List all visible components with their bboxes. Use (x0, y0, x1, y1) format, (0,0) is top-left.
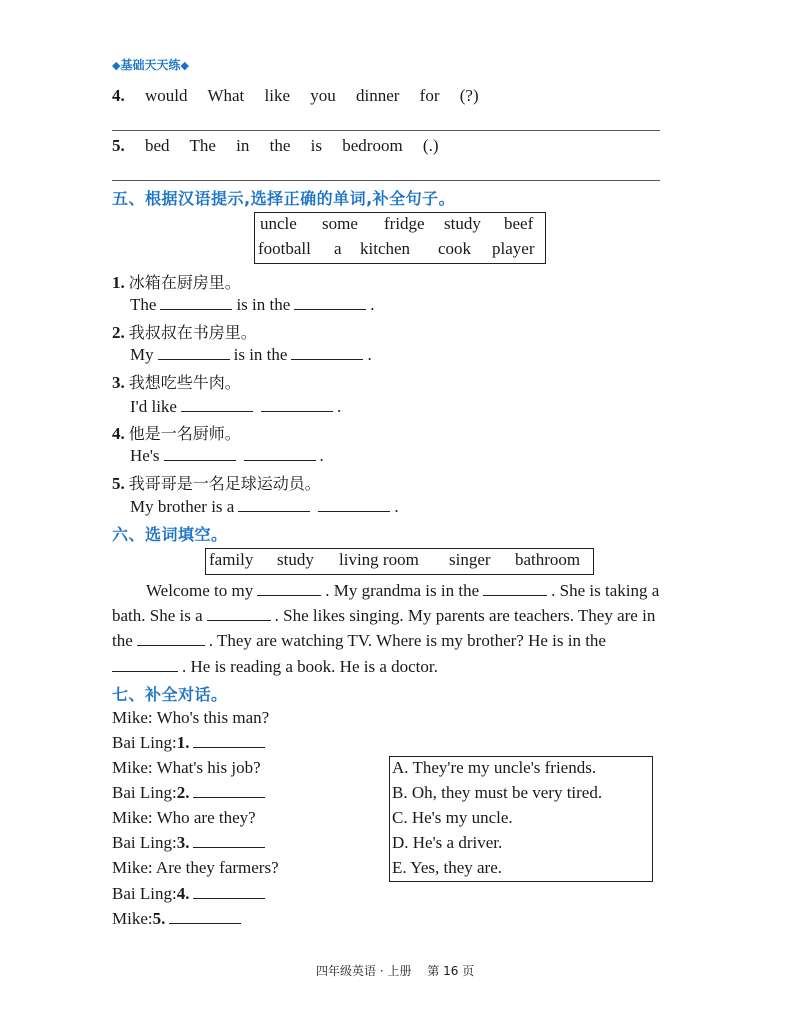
item-number: 4. (112, 86, 125, 105)
word-bank-word: a (334, 239, 342, 258)
dialog-line: Mike: Who are they? (112, 808, 256, 827)
word-bank-word: kitchen (360, 239, 411, 258)
speaker: Bai Ling: (112, 833, 177, 852)
option-a: A. They're my uncle's friends. (392, 758, 597, 777)
speaker: Bai Ling: (112, 733, 177, 752)
blank-input[interactable] (483, 581, 547, 596)
option-e: E. Yes, they are. (392, 858, 503, 877)
speaker: Mike: (112, 708, 153, 727)
blank-input[interactable] (181, 397, 253, 412)
section5-title: 五、根据汉语提示,选择正确的单词,补全句子。 (112, 189, 456, 208)
diamond-icon: ◆ (112, 60, 121, 72)
blank-input[interactable] (193, 833, 265, 848)
book-title: 四年级英语 · 上册 (316, 964, 412, 978)
item-number: 5. (112, 474, 125, 493)
page-number: 第 16 页 (427, 964, 475, 978)
section-tag (112, 56, 189, 73)
passage-line: the . They are watching TV. Where is my brother? He is in the (112, 631, 606, 650)
chinese-prompt: 冰箱在厨房里。 (128, 273, 241, 292)
word-bank-word: bathroom (515, 550, 581, 569)
fill-item (112, 270, 241, 293)
blank-input[interactable] (137, 631, 205, 646)
blank-input[interactable] (169, 909, 241, 924)
option-d: D. He's a driver. (392, 833, 503, 852)
diamond-icon: ◆ (180, 60, 189, 72)
word-bank-word: some (322, 214, 358, 233)
english-sentence: I'd like . (130, 397, 342, 416)
blank-input[interactable] (261, 397, 333, 412)
passage-line: bath. She is a . She likes singing. My parents are teachers. They are in (112, 606, 656, 625)
item-number: 3. (112, 373, 125, 392)
word-bank-word: cook (438, 239, 472, 258)
blank-input[interactable] (207, 606, 271, 621)
dialog-line: Bai Ling:3. (112, 833, 269, 853)
tag-text: 基础天天练 (120, 58, 181, 72)
dialog-line: Mike:5. (112, 909, 245, 929)
scrambled-words: bed The in the is bedroom (.) (145, 136, 439, 155)
dialog-line: Bai Ling:4. (112, 884, 269, 904)
dialog-line: Bai Ling:1. (112, 733, 269, 753)
speaker: Mike: (112, 909, 153, 928)
reorder-item (112, 136, 439, 156)
blank-input[interactable] (158, 345, 230, 360)
option-c: C. He's my uncle. (392, 808, 513, 827)
fill-item (112, 320, 257, 343)
blank-input[interactable] (164, 446, 236, 461)
word-bank-word: player (492, 239, 535, 258)
blank-input[interactable] (291, 345, 363, 360)
word-bank-word: singer (449, 550, 491, 569)
speaker: Mike: (112, 758, 153, 777)
blank-input[interactable] (244, 446, 316, 461)
word-bank-word: family (209, 550, 254, 569)
speaker: Mike: (112, 858, 153, 877)
english-sentence: My brother is a . (130, 497, 399, 516)
dialog-line: Mike: Are they farmers? (112, 858, 279, 877)
dialog-line: Mike: What's his job? (112, 758, 261, 777)
scrambled-words: would What like you dinner for (?) (145, 86, 479, 105)
page-footer (316, 962, 474, 979)
dialog-line: Bai Ling:2. (112, 783, 269, 803)
passage-line: . He is reading a book. He is a doctor. (112, 657, 438, 677)
word-bank-word: living room (339, 550, 419, 569)
word-bank-word: fridge (384, 214, 425, 233)
english-sentence: The is in the . (130, 295, 375, 314)
fill-item (112, 471, 321, 494)
blank-input[interactable] (318, 497, 390, 512)
word-bank-word: beef (504, 214, 534, 233)
dialog-line: Mike: Who's this man? (112, 708, 270, 727)
blank-input[interactable] (193, 733, 265, 748)
word-bank-word: study (444, 214, 481, 233)
fill-item (112, 421, 241, 444)
chinese-prompt: 他是一名厨师。 (128, 424, 241, 443)
passage-line: Welcome to my . My grandma is in the . She is taking a (146, 581, 660, 600)
chinese-prompt: 我哥哥是一名足球运动员。 (128, 474, 321, 493)
blank-input[interactable] (294, 295, 366, 310)
english-sentence: He's . (130, 446, 324, 465)
reorder-item (112, 86, 479, 106)
fill-item (112, 370, 241, 393)
section6-title: 六、选词填空。 (112, 525, 228, 544)
blank-input[interactable] (193, 783, 265, 798)
english-sentence: My is in the . (130, 345, 372, 364)
speaker: Bai Ling: (112, 783, 177, 802)
word-bank-word: study (277, 550, 314, 569)
blank-input[interactable] (112, 657, 178, 672)
speaker: Bai Ling: (112, 884, 177, 903)
word-bank-word: uncle (260, 214, 297, 233)
item-number: 1. (112, 273, 125, 292)
blank-input[interactable] (193, 884, 265, 899)
section7-title: 七、补全对话。 (112, 685, 228, 704)
item-number: 4. (112, 424, 125, 443)
blank-input[interactable] (160, 295, 232, 310)
answer-line[interactable] (112, 180, 660, 181)
item-number: 2. (112, 323, 125, 342)
option-b: B. Oh, they must be very tired. (392, 783, 603, 802)
word-bank-word: football (258, 239, 311, 258)
chinese-prompt: 我叔叔在书房里。 (128, 323, 257, 342)
item-number: 5. (112, 136, 125, 155)
answer-line[interactable] (112, 130, 660, 131)
chinese-prompt: 我想吃些牛肉。 (128, 373, 241, 392)
speaker: Mike: (112, 808, 153, 827)
blank-input[interactable] (238, 497, 310, 512)
blank-input[interactable] (257, 581, 321, 596)
